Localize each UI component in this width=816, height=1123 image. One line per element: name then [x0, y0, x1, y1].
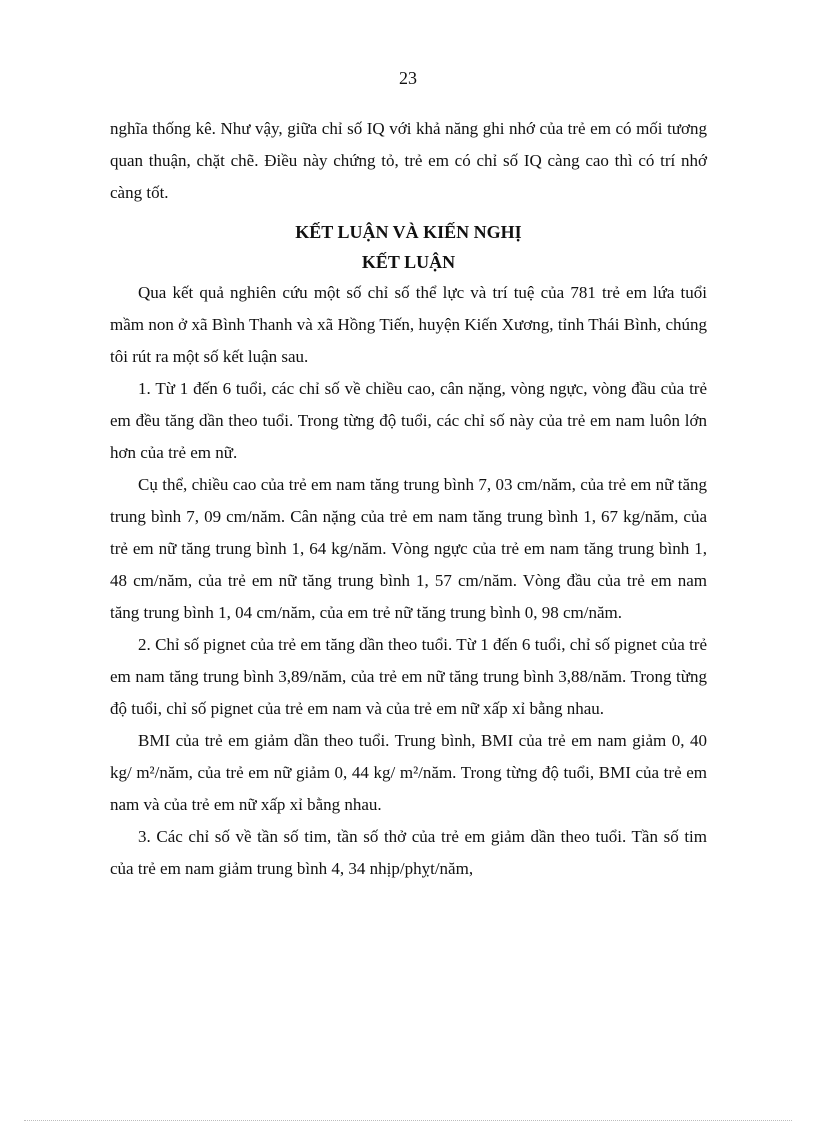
paragraph-iq-memory: nghĩa thống kê. Như vậy, giữa chỉ số IQ với khả năng ghi nhớ của trẻ em có mối tương quan thuận, chặt chẽ. Điều này chứng tỏ, trẻ em có chỉ số IQ càng cao thì có trí nhớ càng tốt. — [110, 119, 707, 202]
page-number: 23 — [399, 68, 417, 88]
paragraph-bmi: BMI của trẻ em giảm dần theo tuổi. Trung bình, BMI của trẻ em nam giảm 0, 40 kg/ m²/năm, của trẻ em nữ giảm 0, 44 kg/ m²/năm. Trong từng độ tuổi, BMI của trẻ em nam và của trẻ em nữ xấp xỉ bằng nhau. — [110, 731, 707, 814]
page-content — [110, 113, 707, 885]
paragraph-growth-details: Cụ thể, chiều cao của trẻ em nam tăng trung bình 7, 03 cm/năm, của trẻ em nữ tăng trung bình 7, 09 cm/năm. Cân nặng của trẻ em nam tăng trung bình 1, 67 kg/năm, của trẻ em nữ tăng trung bình 1, 64 kg/năm. Vòng ngực của trẻ em nam tăng trung bình 1, 48 cm/năm, của trẻ em nữ tăng trung bình 1, 57 cm/năm. Vòng đầu của trẻ em nam tăng trung bình 1, 04 cm/năm, của em trẻ nữ tăng trung bình 0, 98 cm/năm. — [110, 475, 707, 622]
subsection-heading-conclusions: KẾT LUẬN — [361, 252, 456, 272]
paragraph-point-2: 2. Chỉ số pignet của trẻ em tăng dần theo tuổi. Từ 1 đến 6 tuổi, chỉ số pignet của trẻ em nam tăng trung bình 3,89/năm, của trẻ em nữ tăng trung bình 3,88/năm. Trong từng độ tuổi, chỉ số pignet của trẻ em nam và của trẻ em nữ xấp xỉ bằng nhau. — [110, 635, 707, 718]
bottom-dotted-rule — [24, 1120, 792, 1121]
paragraph-point-3: 3. Các chỉ số về tần số tim, tần số thở của trẻ em giảm dần theo tuổi. Tần số tim của trẻ em nam giảm trung bình 4, 34 nhịp/phỵt/năm, — [110, 827, 707, 878]
section-heading-conclusions-recommendations: KẾT LUẬN VÀ KIẾN NGHỊ — [295, 222, 522, 242]
spacer — [110, 209, 707, 213]
paragraph-point-1: 1. Từ 1 đến 6 tuổi, các chỉ số về chiều cao, cân nặng, vòng ngực, vòng đầu của trẻ em đều tăng dần theo tuổi. Trong từng độ tuổi, các chỉ số này của trẻ em nam luôn lớn hơn của trẻ em nữ. — [110, 379, 707, 462]
paragraph-study-summary: Qua kết quả nghiên cứu một số chỉ số thể lực và trí tuệ của 781 trẻ em lứa tuổi mầm non ở xã Bình Thanh và xã Hồng Tiến, huyện Kiến Xương, tỉnh Thái Bình, chúng tôi rút ra một số kết luận sau. — [110, 283, 707, 366]
